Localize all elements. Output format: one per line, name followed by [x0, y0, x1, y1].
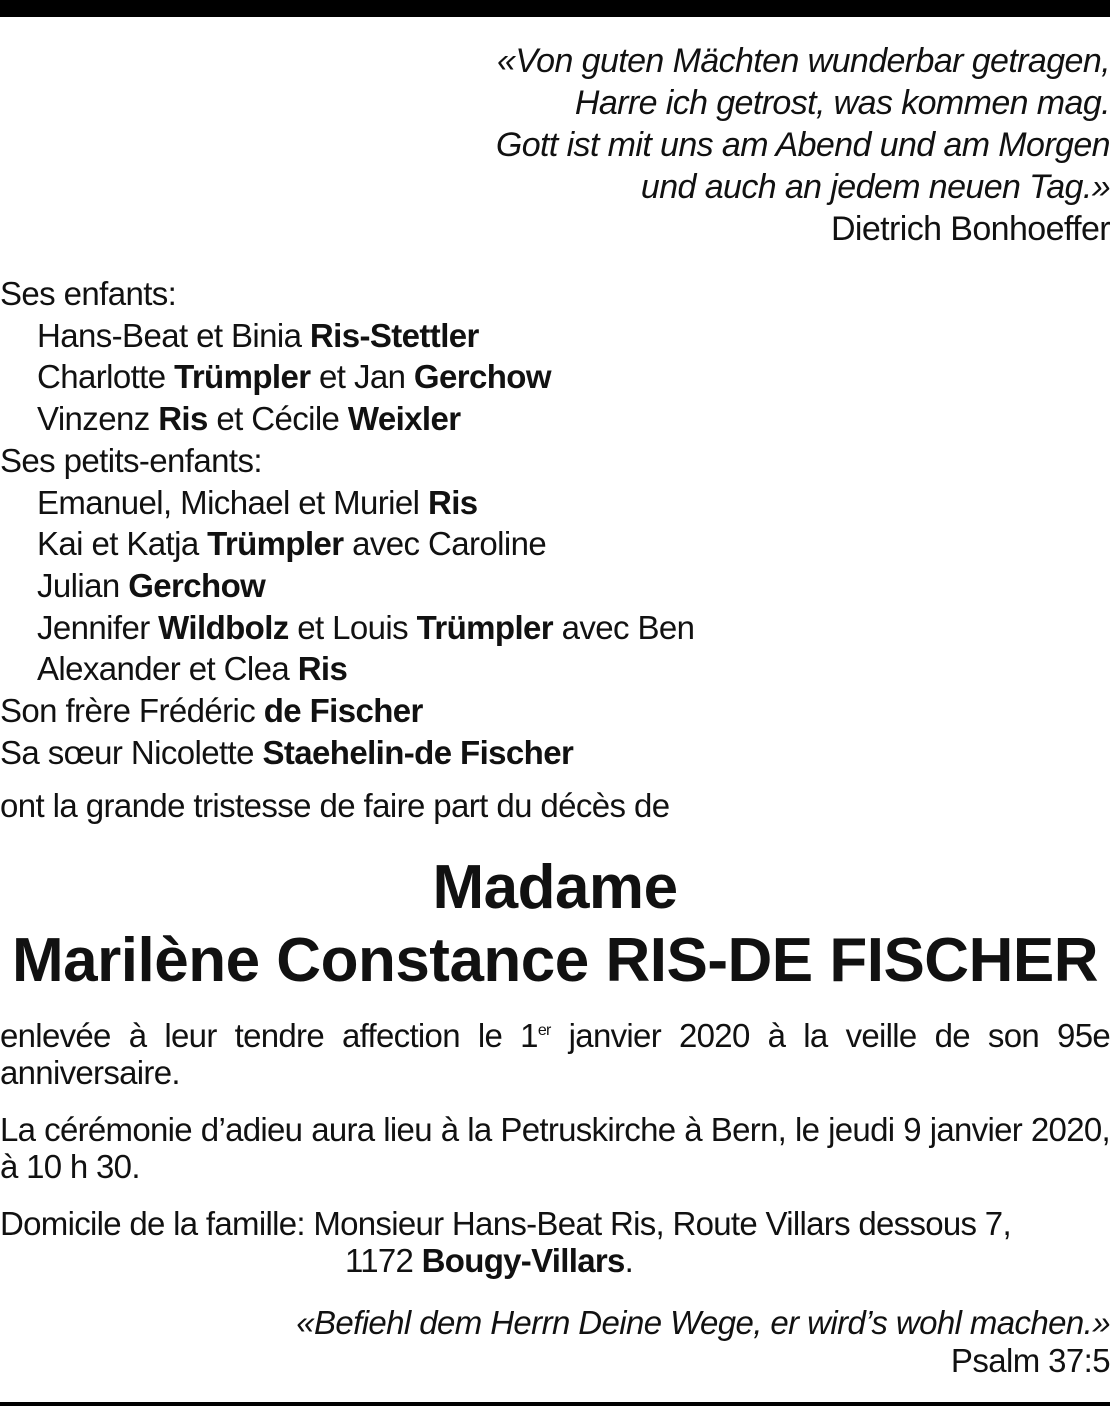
closing-quote-source: Psalm 37:5 [950, 1342, 1110, 1380]
sibling-line: Sa sœur Nicolette Staehelin-de Fischer [0, 733, 574, 771]
deceased-heading [0, 851, 1110, 997]
list-item: Charlotte Trümpler et Jan Gerchow [37, 358, 551, 396]
children-heading: Ses enfants: [0, 275, 177, 312]
epigraph-line: «Von guten Mächten wunderbar getragen, [497, 42, 1110, 80]
list-item: Kai et Katja Trümpler avec Caroline [37, 525, 547, 563]
domicile-line: Domicile de la famille: Monsieur Hans-Beat Ris, Route Villars dessous 7, [0, 1205, 1011, 1243]
epigraph-line: Gott ist mit uns am Abend und am Morgen [495, 126, 1110, 164]
epigraph-line: und auch an jedem neuen Tag.» [640, 168, 1110, 206]
epigraph-author: Dietrich Bonhoeffer [830, 210, 1110, 248]
domicile-paragraph [0, 1205, 1110, 1279]
ceremony-paragraph: La cérémonie d’adieu aura lieu à la Petruskirche à Bern, le jeudi 9 janvier 2020, à 10 h 30. [0, 1111, 1110, 1186]
list-item: Hans-Beat et Binia Ris-Stettler [37, 316, 479, 354]
top-rule [0, 0, 1110, 17]
announcement-intro: ont la grande tristesse de faire part du décès de [0, 787, 670, 825]
notice-content [0, 40, 1110, 1380]
deceased-name: Marilène Constance RIS-DE FISCHER [12, 926, 1098, 996]
grandchildren-heading: Ses petits-enfants: [0, 441, 262, 479]
deceased-title: Madame [432, 853, 678, 923]
list-item: Emanuel, Michael et Muriel Ris [37, 483, 478, 521]
list-item: Alexander et Clea Ris [37, 650, 348, 688]
epigraph [0, 40, 1110, 250]
closing-quote [0, 1304, 1110, 1380]
list-item: Julian Gerchow [37, 566, 266, 604]
death-paragraph: enlevée à leur tendre affection le 1er janvier 2020 à la veille de son 95e anniversaire. [0, 1017, 1110, 1092]
epigraph-line: Harre ich getrost, was kommen mag. [574, 84, 1110, 122]
list-item: Vinzenz Ris et Cécile Weixler [37, 400, 461, 438]
closing-quote-text: «Befiehl dem Herrn Deine Wege, er wird’s wohl machen.» [296, 1304, 1110, 1342]
domicile-line: 1172 Bougy-Villars. [345, 1242, 634, 1280]
family-list [0, 273, 1110, 773]
list-item: Jennifer Wildbolz et Louis Trümpler avec Ben [37, 608, 695, 646]
bottom-rule [0, 1402, 1110, 1406]
sibling-line: Son frère Frédéric de Fischer [0, 692, 423, 730]
